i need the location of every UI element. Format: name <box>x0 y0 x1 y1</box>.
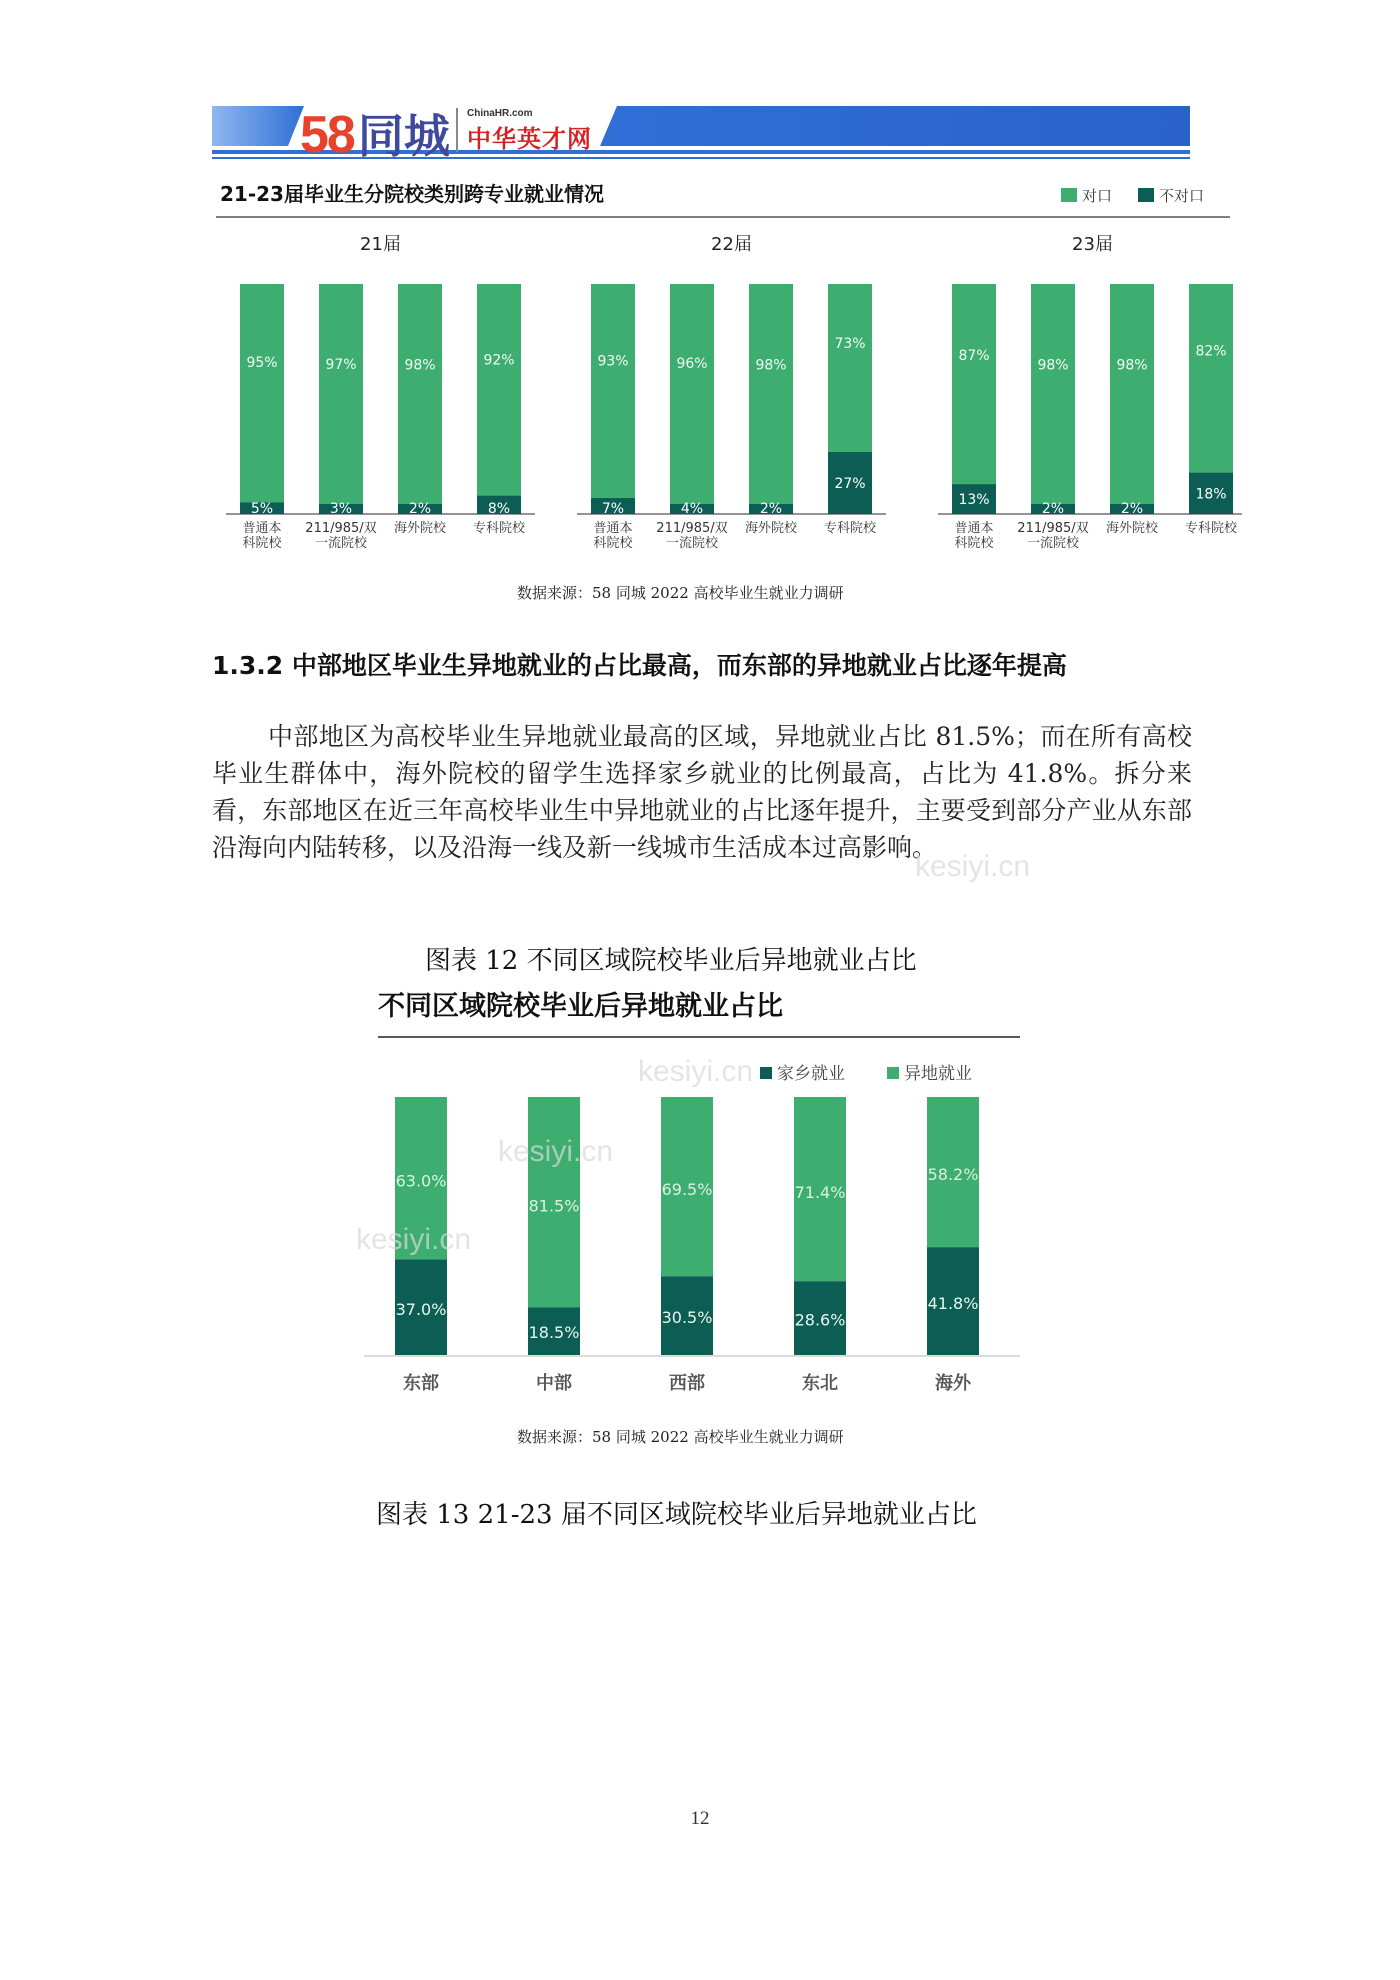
chart1-category-label: 科院校 <box>954 536 994 551</box>
chart1-label-mismatch: 3% <box>329 501 353 517</box>
chart1-group-label: 23届 <box>1072 234 1113 255</box>
chart1-label-match: 98% <box>1037 357 1069 374</box>
chart2-title: 不同区域院校毕业后异地就业占比 <box>378 991 783 1022</box>
figure12-caption: 图表 12 不同区域院校毕业后异地就业占比 <box>425 946 917 976</box>
logo-divider <box>456 108 458 152</box>
chart-cross-major-employment <box>212 170 1242 610</box>
chart1-category-label: 211/985/双 <box>305 521 377 536</box>
chart1-label-mismatch: 2% <box>408 501 432 517</box>
chart1-category-label: 一流院校 <box>665 536 719 551</box>
chart2-legend-swatch-remote <box>887 1067 899 1079</box>
chart1-group-label: 21届 <box>360 234 401 255</box>
chart2-label-remote: 69.5% <box>661 1180 713 1200</box>
section-heading: 1.3.2 中部地区毕业生异地就业的占比最高，而东部的异地就业占比逐年提高 <box>212 651 1067 680</box>
watermark: kesiyi.cn <box>356 1223 472 1256</box>
chart2-label-remote: 71.4% <box>794 1182 846 1202</box>
chart1-bar-match <box>670 284 714 505</box>
chart1-label-mismatch: 7% <box>601 501 625 517</box>
watermark: kesiyi.cn <box>915 850 1031 883</box>
chart1-plot <box>226 234 1242 551</box>
chart1-bar-match <box>591 284 635 498</box>
banner-left-stripe <box>212 106 304 146</box>
chart2-category-label: 海外 <box>935 1373 971 1394</box>
chart1-bar-match <box>749 284 793 509</box>
chart1-label-mismatch: 8% <box>487 501 511 517</box>
chart1-category-label: 专科院校 <box>472 521 526 536</box>
chart2-legend-swatch-home <box>760 1067 772 1079</box>
chart1-bar-match <box>398 284 442 509</box>
chart1-label-match: 98% <box>1116 357 1148 374</box>
chart1-label-match: 96% <box>676 355 708 372</box>
chart1-legend-swatch-match <box>1061 188 1077 202</box>
chart1-category-label: 一流院校 <box>1026 536 1080 551</box>
figure12-source: 数据来源：58 同城 2022 高校毕业生就业力调研 <box>517 1428 844 1446</box>
chart1-bar-match <box>828 284 872 452</box>
chart1-group-label: 22届 <box>711 234 752 255</box>
chart1-bar-match <box>319 284 363 507</box>
chart2-label-home: 18.5% <box>528 1323 580 1343</box>
chart1-source: 数据来源：58 同城 2022 高校毕业生就业力调研 <box>517 584 844 602</box>
chart2-category-label: 西部 <box>669 1373 705 1394</box>
chart1-label-mismatch: 2% <box>1041 501 1065 517</box>
chart1-category-label: 一流院校 <box>314 536 368 551</box>
chart1-label-match: 97% <box>325 356 357 373</box>
chart1-category-label: 211/985/双 <box>656 521 728 536</box>
chart1-label-mismatch: 13% <box>958 492 990 509</box>
chart1-bar-match <box>1031 284 1075 509</box>
figure13-caption: 图表 13 21-23 届不同区域院校毕业后异地就业占比 <box>376 1500 977 1530</box>
chart2-legend-remote: 异地就业 <box>904 1064 972 1084</box>
chart2-label-home: 28.6% <box>794 1310 846 1330</box>
chart1-category-label: 海外院校 <box>744 521 798 536</box>
logo-chinahr-name: 中华英才网 <box>467 125 592 153</box>
chart2-label-remote: 81.5% <box>528 1196 580 1216</box>
watermark: kesiyi.cn <box>498 1135 614 1168</box>
chart1-category-label: 专科院校 <box>823 521 877 536</box>
chart1-bar-match <box>1189 284 1233 473</box>
chart-remote-employment-by-region <box>360 985 1040 1405</box>
page-number: 12 <box>690 1808 710 1829</box>
chart1-label-mismatch: 18% <box>1195 486 1227 503</box>
banner-right-stripe <box>600 106 1190 146</box>
chart1-category-label: 科院校 <box>242 536 282 551</box>
body-paragraph: 中部地区为高校毕业生异地就业最高的区域，异地就业占比 81.5%；而在所有高校毕业生群体中，海外院校的留学生选择家乡就业的比例最高，占比为 41.8%。拆分来看，东部地区在近三年高校毕业生中异地就业的占比逐年提升，主要受到部分产业从东部沿海向内陆转移，以及沿海一线及新一线城市生活成本过高影响。 <box>212 722 1192 862</box>
chart1-label-match: 73% <box>834 335 866 352</box>
logo-58tongcheng <box>300 100 450 166</box>
chart1-category-label: 海外院校 <box>1105 521 1159 536</box>
chart1-bar-match <box>240 284 284 503</box>
chart1-bar-match <box>1110 284 1154 509</box>
chart2-label-home: 41.8% <box>927 1294 979 1314</box>
chart1-label-match: 95% <box>246 355 278 372</box>
chart2-category-label: 东部 <box>403 1373 439 1394</box>
chart1-category-label: 普通本 <box>593 521 633 536</box>
chart1-bar-match <box>477 284 521 496</box>
chart1-label-match: 98% <box>404 357 436 374</box>
chart1-label-match: 98% <box>755 357 787 374</box>
chart1-legend-match: 对口 <box>1082 187 1113 205</box>
chart1-bar-match <box>952 284 996 484</box>
chart1-label-mismatch: 2% <box>1120 501 1144 517</box>
logo-chinahr-domain: ChinaHR.com <box>467 108 533 119</box>
chart1-category-label: 海外院校 <box>393 521 447 536</box>
logo-58-digits: 58 <box>300 106 354 164</box>
chart1-label-match: 87% <box>958 348 990 365</box>
chart2-label-home: 37.0% <box>395 1300 447 1320</box>
chart2-category-label: 中部 <box>536 1373 572 1394</box>
chart1-label-mismatch: 4% <box>680 501 704 517</box>
chart2-label-remote: 63.0% <box>395 1171 447 1191</box>
chart1-category-label: 211/985/双 <box>1017 521 1089 536</box>
chart1-label-mismatch: 5% <box>250 501 274 517</box>
chart1-label-mismatch: 2% <box>759 501 783 517</box>
chart1-title: 21-23届毕业生分院校类别跨专业就业情况 <box>220 182 604 206</box>
logo-tongcheng-text: 同城 <box>357 110 450 162</box>
chart1-category-label: 普通本 <box>954 521 994 536</box>
chart1-category-label: 普通本 <box>242 521 282 536</box>
chart1-label-mismatch: 27% <box>834 475 866 492</box>
chart2-label-remote: 58.2% <box>927 1165 979 1185</box>
chart1-label-match: 92% <box>483 352 515 369</box>
chart1-category-label: 专科院校 <box>1184 521 1238 536</box>
logo-chinahr <box>467 108 597 154</box>
chart2-category-label: 东北 <box>802 1373 838 1394</box>
chart1-legend-mismatch: 不对口 <box>1159 187 1205 205</box>
chart1-label-match: 82% <box>1195 343 1227 360</box>
watermark: kesiyi.cn <box>638 1055 754 1088</box>
chart1-category-label: 科院校 <box>593 536 633 551</box>
chart1-legend-swatch-mismatch <box>1138 188 1154 202</box>
chart1-label-match: 93% <box>597 353 629 370</box>
chart2-legend-home: 家乡就业 <box>777 1064 845 1084</box>
chart2-label-home: 30.5% <box>661 1308 713 1328</box>
